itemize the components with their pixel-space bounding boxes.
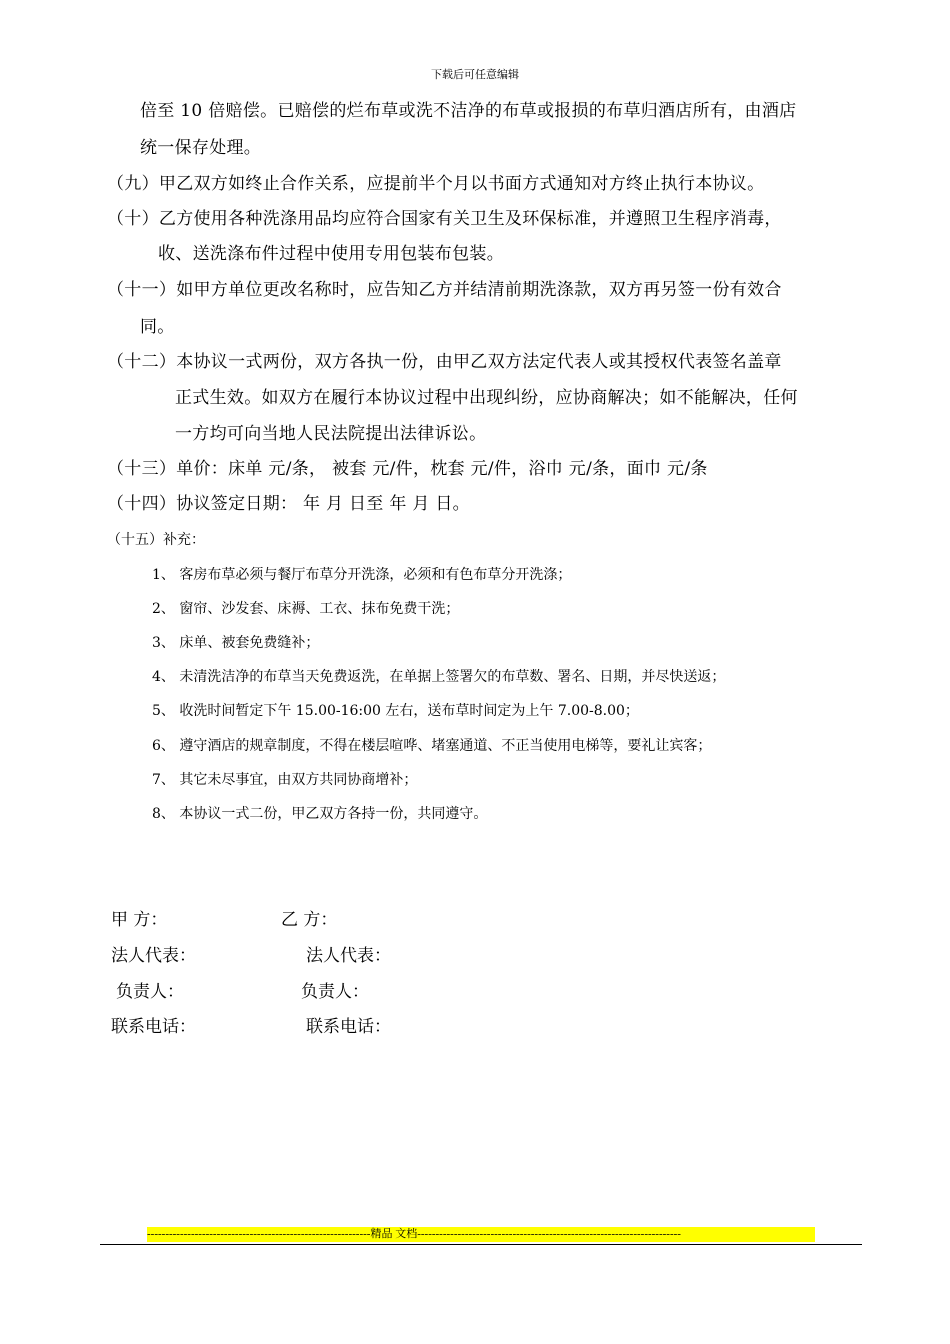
supplement-item: 1、 客房布草必须与餐厅布草分开洗涤，必须和有色布草分开洗涤； [152, 567, 572, 583]
footer-highlight-band [147, 1227, 815, 1242]
clause-10: （十）乙方使用各种洗涤用品均应符合国家有关卫生及环保标准，并遵照卫生程序消毒， [107, 209, 782, 229]
clause-15-supplement: （十五）补充： [107, 532, 205, 548]
clause-12-cont: 正式生效。如双方在履行本协议过程中出现纠纷，应协商解决；如不能解决，任何 [175, 388, 798, 408]
supplement-item: 6、 遵守酒店的规章制度，不得在楼层喧哗、堵塞通道、不正当使用电梯等，要礼让宾客； [152, 738, 712, 754]
clause-10-cont: 收、送洗涤布件过程中使用专用包装布包装。 [158, 244, 504, 264]
legal-rep-b-label: 法人代表： [306, 946, 391, 966]
phone-a-label: 联系电话： [111, 1017, 196, 1037]
footer-right-dashes: ------------------------------------------------------------------------ [417, 1228, 681, 1240]
supplement-item: 5、 收洗时间暂定下午 15.00-16:00 左右，送布草时间定为上午 7.00-8.00； [152, 703, 639, 719]
footer-rule [100, 1244, 862, 1245]
legal-rep-a-label: 法人代表： [111, 946, 196, 966]
supplement-item: 8、 本协议一式二份，甲乙双方各持一份，共同遵守。 [152, 806, 488, 822]
clause-9: （九）甲乙双方如终止合作关系，应提前半个月以书面方式通知对方终止执行本协议。 [107, 174, 765, 194]
phone-b-label: 联系电话： [306, 1017, 391, 1037]
supplement-item: 7、 其它未尽事宜，由双方共同协商增补； [152, 772, 418, 788]
clause-11: （十一）如甲方单位更改名称时，应告知乙方并结清前期洗涤款，双方再另签一份有效合 [107, 280, 782, 300]
clause-text-line: 统一保存处理。 [140, 138, 262, 158]
supplement-item: 2、 窗帘、沙发套、床褥、工衣、抹布免费干洗； [152, 601, 460, 617]
responsible-b-label: 负责人： [301, 982, 369, 1002]
party-b-label: 乙 方： [281, 910, 338, 930]
page-header-note: 下载后可任意编辑 [431, 68, 519, 81]
clause-12: （十二）本协议一式两份，双方各执一份，由甲乙双方法定代表人或其授权代表签名盖章 [107, 352, 782, 372]
clause-14-date: （十四）协议签定日期： 年 月 日至 年 月 日。 [107, 494, 470, 514]
supplement-item: 3、 床单、被套免费缝补； [152, 635, 320, 651]
footer-left-dashes: ------------------------------------------------------------- [147, 1228, 371, 1240]
footer-label: 精品 文档 [370, 1228, 418, 1240]
clause-12-cont: 一方均可向当地人民法院提出法律诉讼。 [175, 424, 487, 444]
party-a-label: 甲 方： [111, 910, 168, 930]
clause-text-line: 倍至 10 倍赔偿。已赔偿的烂布草或洗不洁净的布草或报损的布草归酒店所有，由酒店 [140, 101, 797, 121]
supplement-item: 4、 未清洗洁净的布草当天免费返洗，在单据上签署欠的布草数、署名、日期，并尽快送返； [152, 669, 726, 685]
clause-13-prices: （十三）单价：床单 元/条， 被套 元/件，枕套 元/件，浴巾 元/条，面巾 元/条 [107, 459, 708, 479]
responsible-a-label: 负责人： [116, 982, 184, 1002]
clause-11-cont: 同。 [140, 317, 175, 337]
